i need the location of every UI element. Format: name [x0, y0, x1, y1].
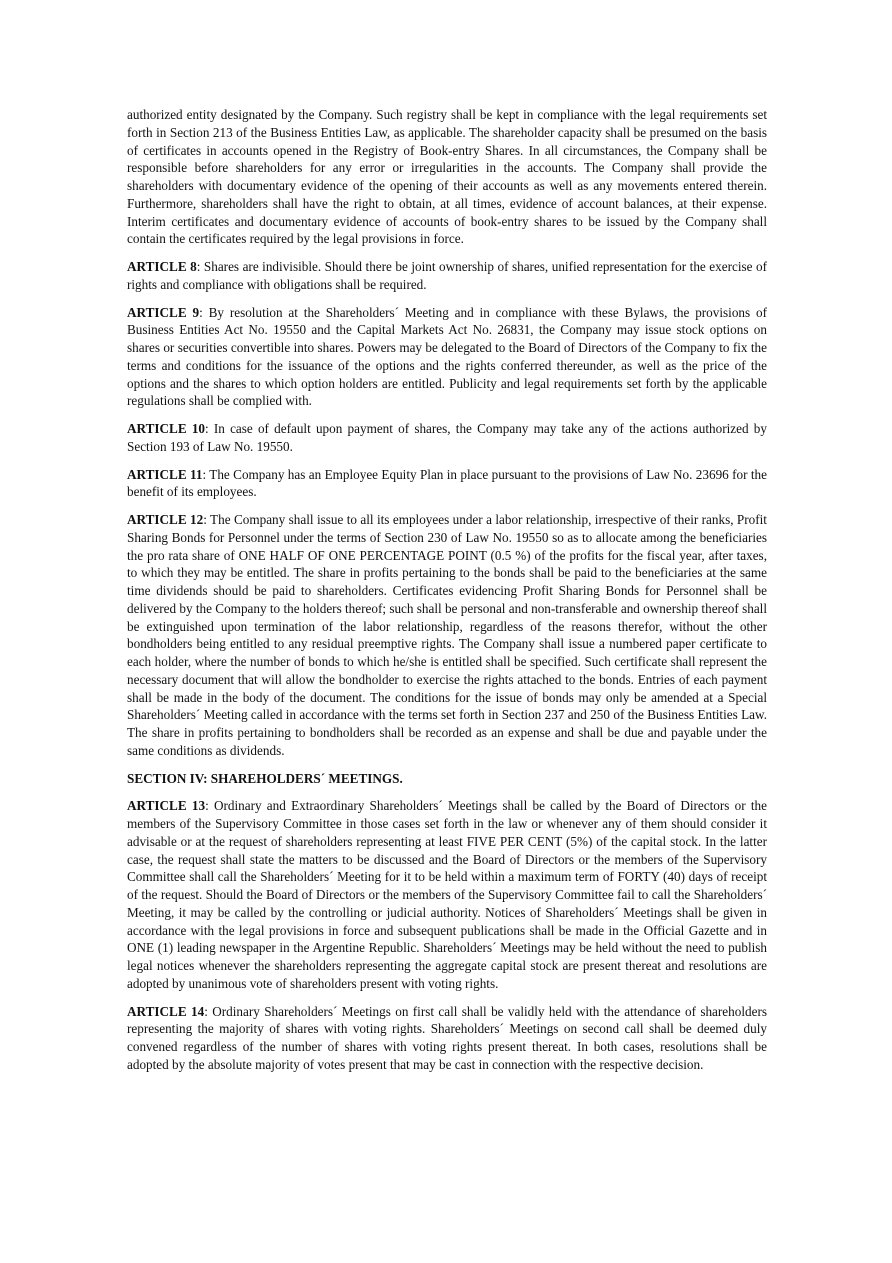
- article-text: : Ordinary and Extraordinary Shareholders´ Meetings shall be called by the Board of Directors or the members of the Supervisory Committee in those cases set forth in the law or whenever any of them should consider it advisable or at the request of shareholders representing at least FIVE PER CENT (5%) of the capital stock. In the latter case, the request shall state the matters to be discussed and the Board of Directors or the members of the Supervisory Committee shall call the Shareholders´ Meeting for it to be held within a maximum term of FORTY (40) days of receipt of the request. Should the Board of Directors or the members of the Supervisory Committee fail to call the Shareholders´ Meeting, it may be called by the controlling or judicial authority. Notices of Shareholders´ Meetings shall be given in accordance with the legal provisions in force and subsequent publications shall be made in the Official Gazette and in ONE (1) leading newspaper in the Argentine Republic. Shareholders´ Meetings may be held without the need to publish legal notices whenever the shareholders representing the aggregate capital stock are present thereat and resolutions are adopted by unanimous vote of shareholders present with voting rights.: [127, 798, 767, 991]
- article-label: ARTICLE 11: [127, 466, 203, 482]
- paragraph-registry: [127, 106, 767, 248]
- article-label: ARTICLE 14: [127, 1003, 205, 1019]
- document-page: [127, 106, 767, 1074]
- article-text: : In case of default upon payment of shares, the Company may take any of the actions authorized by Section 193 of Law No. 19550.: [127, 421, 767, 454]
- article-text: : The Company shall issue to all its employees under a labor relationship, irrespective of their ranks, Profit Sharing Bonds for Personnel under the terms of Section 230 of Law No. 19550 so as to allocate among the beneficiaries the pro rata share of ONE HALF OF ONE PERCENTAGE POINT (0.5 %) of the profits for the fiscal year, after taxes, to which they may be entitled. The share in profits pertaining to the bonds shall be paid to the beneficiaries at the same time dividends should be paid to shareholders. Certificates evidencing Profit Sharing Bonds for Personnel shall be delivered by the Company to the holders thereof; such shall be personal and non-transferable and ownership thereof shall be extinguished upon termination of the labor relationship, regardless of the reasons therefor, without the other bondholders being entitled to any residual preemptive rights. The Company shall issue a numbered paper certificate to each holder, where the number of bonds to which he/she is entitled shall be specified. Such certificate shall represent the necessary document that will allow the bondholder to exercise the rights attached to the bonds. Entries of each payment shall be made in the body of the document. The conditions for the issue of bonds may only be amended at a Special Shareholders´ Meeting called in accordance with the terms set forth in Section 237 and 250 of the Business Entities Law. The share in profits pertaining to bondholders shall be recorded as an expense and shall be due and payable under the same conditions as dividends.: [127, 512, 767, 758]
- article-12: [127, 511, 767, 760]
- article-10: [127, 420, 767, 456]
- article-9: [127, 304, 767, 411]
- paragraph-text: authorized entity designated by the Company. Such registry shall be kept in compliance with the legal requirements set forth in Section 213 of the Business Entities Law, as applicable. The shareholder capacity shall be presumed on the basis of certificates in accounts opened in the Registry of Book-entry Shares. In all circumstances, the Company shall be responsible before shareholders for any error or irregularities in the accounts. The Company shall provide the shareholders with documentary evidence of the opening of their accounts as well as any movements entered therein. Furthermore, shareholders shall have the right to obtain, at all times, evidence of account balances, at their expense. Interim certificates and documentary evidence of accounts of book-entry shares to be issued by the Company shall contain the certificates required by the legal provisions in force.: [127, 107, 767, 247]
- article-8: [127, 258, 767, 294]
- article-text: : The Company has an Employee Equity Plan in place pursuant to the provisions of Law No. 23696 for the benefit of its employees.: [127, 466, 767, 500]
- article-label: ARTICLE 10: [127, 421, 206, 436]
- article-14: [127, 1003, 767, 1074]
- article-text: : Shares are indivisible. Should there be joint ownership of shares, unified representation for the exercise of rights and compliance with obligations shall be required.: [127, 259, 767, 292]
- section-heading: SECTION IV: SHAREHOLDERS´ MEETINGS.: [127, 770, 403, 786]
- article-text: : By resolution at the Shareholders´ Meeting and in compliance with these Bylaws, the provisions of Business Entities Act No. 19550 and the Capital Markets Act No. 26831, the Company may issue stock options on shares or securities convertible into shares. Powers may be delegated to the Board of Directors of the Company to fix the terms and conditions for the issuance of the options and the rights conferred thereunder, as well as the price of the options and the shares to which option holders are entitled. Publicity and legal requirements set forth by the applicable regulations shall be complied with.: [127, 304, 767, 409]
- article-11: [127, 466, 767, 502]
- article-label: ARTICLE 9: [127, 304, 200, 320]
- article-label: ARTICLE 13: [127, 798, 206, 814]
- article-text: : Ordinary Shareholders´ Meetings on first call shall be validly held with the attendance of shareholders representing the majority of shares with voting rights. Shareholders´ Meetings on second call shall be deemed duly convened regardless of the number of shares with voting rights present thereat. In both cases, resolutions shall be adopted by the absolute majority of votes present that may be cast in connection with the respective decision.: [127, 1003, 767, 1072]
- article-label: ARTICLE 12: [127, 512, 204, 527]
- article-label: ARTICLE 8: [127, 259, 197, 274]
- article-13: [127, 797, 767, 992]
